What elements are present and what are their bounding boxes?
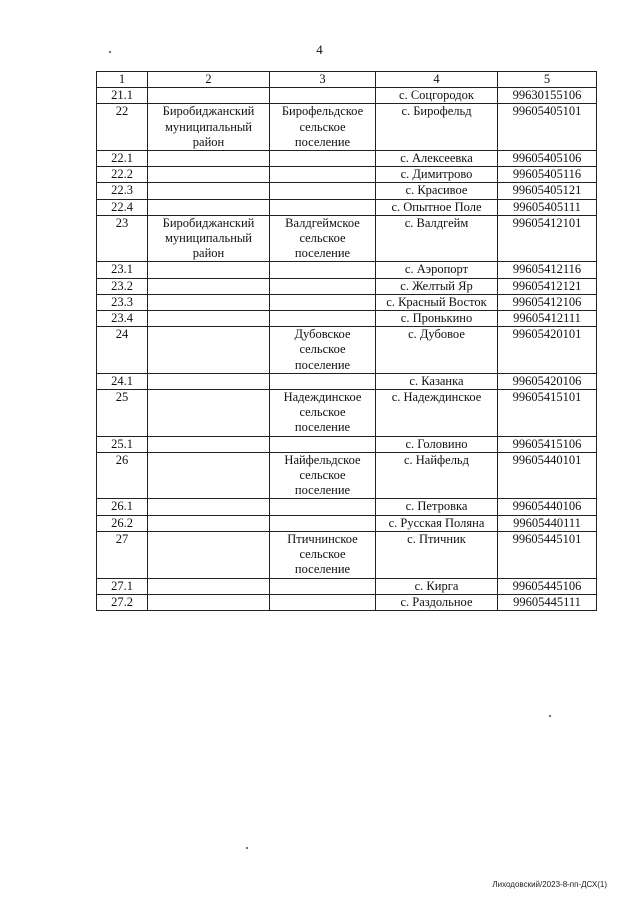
oktmo-code-cell: 99605412106 (498, 294, 597, 310)
locality-cell: с. Дубовое (376, 327, 498, 374)
oktmo-code-cell: 99605445106 (498, 578, 597, 594)
settlement-cell (270, 436, 376, 452)
table-row (97, 262, 597, 278)
row-number-cell: 24.1 (97, 373, 148, 389)
oktmo-code-cell: 99605412116 (498, 262, 597, 278)
row-number-cell: 22.2 (97, 167, 148, 183)
row-number-cell: 22.1 (97, 151, 148, 167)
oktmo-code-cell: 99630155106 (498, 88, 597, 104)
table-row (97, 578, 597, 594)
settlement-cell: Бирофельдское сельское поселение (270, 104, 376, 151)
district-cell (148, 452, 270, 499)
row-number-cell: 22 (97, 104, 148, 151)
locality-cell: с. Димитрово (376, 167, 498, 183)
oktmo-code-cell: 99605405101 (498, 104, 597, 151)
scan-speck (246, 847, 248, 849)
settlement-cell (270, 167, 376, 183)
district-cell (148, 578, 270, 594)
district-cell: Биробиджанский муниципальный район (148, 215, 270, 262)
table-row (97, 151, 597, 167)
settlement-cell (270, 515, 376, 531)
table-row (97, 88, 597, 104)
row-number-cell: 24 (97, 327, 148, 374)
oktmo-code-cell: 99605405106 (498, 151, 597, 167)
settlement-cell (270, 262, 376, 278)
header-cell-3: 3 (270, 72, 376, 88)
oktmo-code-cell: 99605440101 (498, 452, 597, 499)
locality-cell: с. Петровка (376, 499, 498, 515)
locality-cell: с. Бирофельд (376, 104, 498, 151)
settlement-cell (270, 199, 376, 215)
settlement-cell (270, 278, 376, 294)
locality-cell: с. Найфельд (376, 452, 498, 499)
oktmo-code-cell: 99605445111 (498, 594, 597, 610)
document-footer: Лиходовский/2023-8-пп-ДСХ(1) (492, 880, 607, 889)
district-cell: Биробиджанский муниципальный район (148, 104, 270, 151)
district-cell (148, 151, 270, 167)
locality-cell: с. Аэропорт (376, 262, 498, 278)
settlement-cell (270, 499, 376, 515)
district-cell (148, 167, 270, 183)
row-number-cell: 25 (97, 390, 148, 437)
settlement-cell (270, 578, 376, 594)
oktmo-code-cell: 99605420101 (498, 327, 597, 374)
district-cell (148, 294, 270, 310)
settlement-cell: Найфельдское сельское поселение (270, 452, 376, 499)
district-cell (148, 183, 270, 199)
oktmo-code-cell: 99605405111 (498, 199, 597, 215)
row-number-cell: 22.3 (97, 183, 148, 199)
table-row (97, 452, 597, 499)
table-row (97, 594, 597, 610)
table-row (97, 215, 597, 262)
row-number-cell: 23 (97, 215, 148, 262)
table-row (97, 278, 597, 294)
district-cell (148, 515, 270, 531)
header-cell-2: 2 (148, 72, 270, 88)
settlement-cell (270, 311, 376, 327)
settlement-cell (270, 183, 376, 199)
table-row (97, 373, 597, 389)
district-cell (148, 390, 270, 437)
row-number-cell: 23.3 (97, 294, 148, 310)
table-row (97, 104, 597, 151)
oktmo-code-cell: 99605405116 (498, 167, 597, 183)
district-cell (148, 327, 270, 374)
locality-cell: с. Раздольное (376, 594, 498, 610)
header-cell-1: 1 (97, 72, 148, 88)
locality-cell: с. Алексеевка (376, 151, 498, 167)
locality-cell: с. Головино (376, 436, 498, 452)
oktmo-code-cell: 99605405121 (498, 183, 597, 199)
header-cell-4: 4 (376, 72, 498, 88)
locality-cell: с. Надеждинское (376, 390, 498, 437)
locality-cell: с. Опытное Поле (376, 199, 498, 215)
table-row (97, 436, 597, 452)
row-number-cell: 23.1 (97, 262, 148, 278)
district-cell (148, 594, 270, 610)
district-cell (148, 88, 270, 104)
oktmo-code-cell: 99605420106 (498, 373, 597, 389)
row-number-cell: 23.4 (97, 311, 148, 327)
table-row (97, 327, 597, 374)
scan-speck (549, 715, 551, 717)
row-number-cell: 22.4 (97, 199, 148, 215)
district-cell (148, 436, 270, 452)
settlement-cell (270, 294, 376, 310)
table-row (97, 531, 597, 578)
settlement-cell: Птичнинское сельское поселение (270, 531, 376, 578)
row-number-cell: 21.1 (97, 88, 148, 104)
district-cell (148, 311, 270, 327)
settlement-cell (270, 88, 376, 104)
row-number-cell: 26.1 (97, 499, 148, 515)
oktmo-code-cell: 99605415101 (498, 390, 597, 437)
row-number-cell: 27 (97, 531, 148, 578)
settlement-cell: Дубовское сельское поселение (270, 327, 376, 374)
table-row (97, 167, 597, 183)
settlement-cell (270, 594, 376, 610)
locality-cell: с. Кирга (376, 578, 498, 594)
page-number: 4 (316, 42, 323, 57)
table-row (97, 294, 597, 310)
row-number-cell: 27.2 (97, 594, 148, 610)
oktmo-code-cell: 99605412121 (498, 278, 597, 294)
oktmo-code-cell: 99605440111 (498, 515, 597, 531)
table-row (97, 499, 597, 515)
table-row (97, 199, 597, 215)
district-cell (148, 373, 270, 389)
settlement-cell (270, 373, 376, 389)
district-cell (148, 199, 270, 215)
locality-cell: с. Казанка (376, 373, 498, 389)
locality-cell: с. Птичник (376, 531, 498, 578)
oktmo-code-cell: 99605412111 (498, 311, 597, 327)
locality-cell: с. Русская Поляна (376, 515, 498, 531)
row-number-cell: 27.1 (97, 578, 148, 594)
row-number-cell: 23.2 (97, 278, 148, 294)
oktmo-code-cell: 99605445101 (498, 531, 597, 578)
oktmo-code-cell: 99605440106 (498, 499, 597, 515)
locality-cell: с. Пронькино (376, 311, 498, 327)
locality-cell: с. Желтый Яр (376, 278, 498, 294)
table-row (97, 390, 597, 437)
row-number-cell: 26 (97, 452, 148, 499)
locality-cell: с. Красивое (376, 183, 498, 199)
settlement-cell: Валдгеймское сельское поселение (270, 215, 376, 262)
row-number-cell: 26.2 (97, 515, 148, 531)
table-row (97, 311, 597, 327)
district-cell (148, 278, 270, 294)
header-cell-5: 5 (498, 72, 597, 88)
table-row (97, 515, 597, 531)
settlement-cell: Надеждинское сельское поселение (270, 390, 376, 437)
locality-cell: с. Валдгейм (376, 215, 498, 262)
settlement-cell (270, 151, 376, 167)
row-number-cell: 25.1 (97, 436, 148, 452)
locality-cell: с. Красный Восток (376, 294, 498, 310)
scan-speck (109, 51, 111, 53)
oktmo-code-cell: 99605412101 (498, 215, 597, 262)
table-header-row (97, 72, 597, 88)
oktmo-code-cell: 99605415106 (498, 436, 597, 452)
locality-cell: с. Соцгородок (376, 88, 498, 104)
table-row (97, 183, 597, 199)
district-cell (148, 262, 270, 278)
settlements-table (96, 71, 597, 611)
district-cell (148, 531, 270, 578)
district-cell (148, 499, 270, 515)
